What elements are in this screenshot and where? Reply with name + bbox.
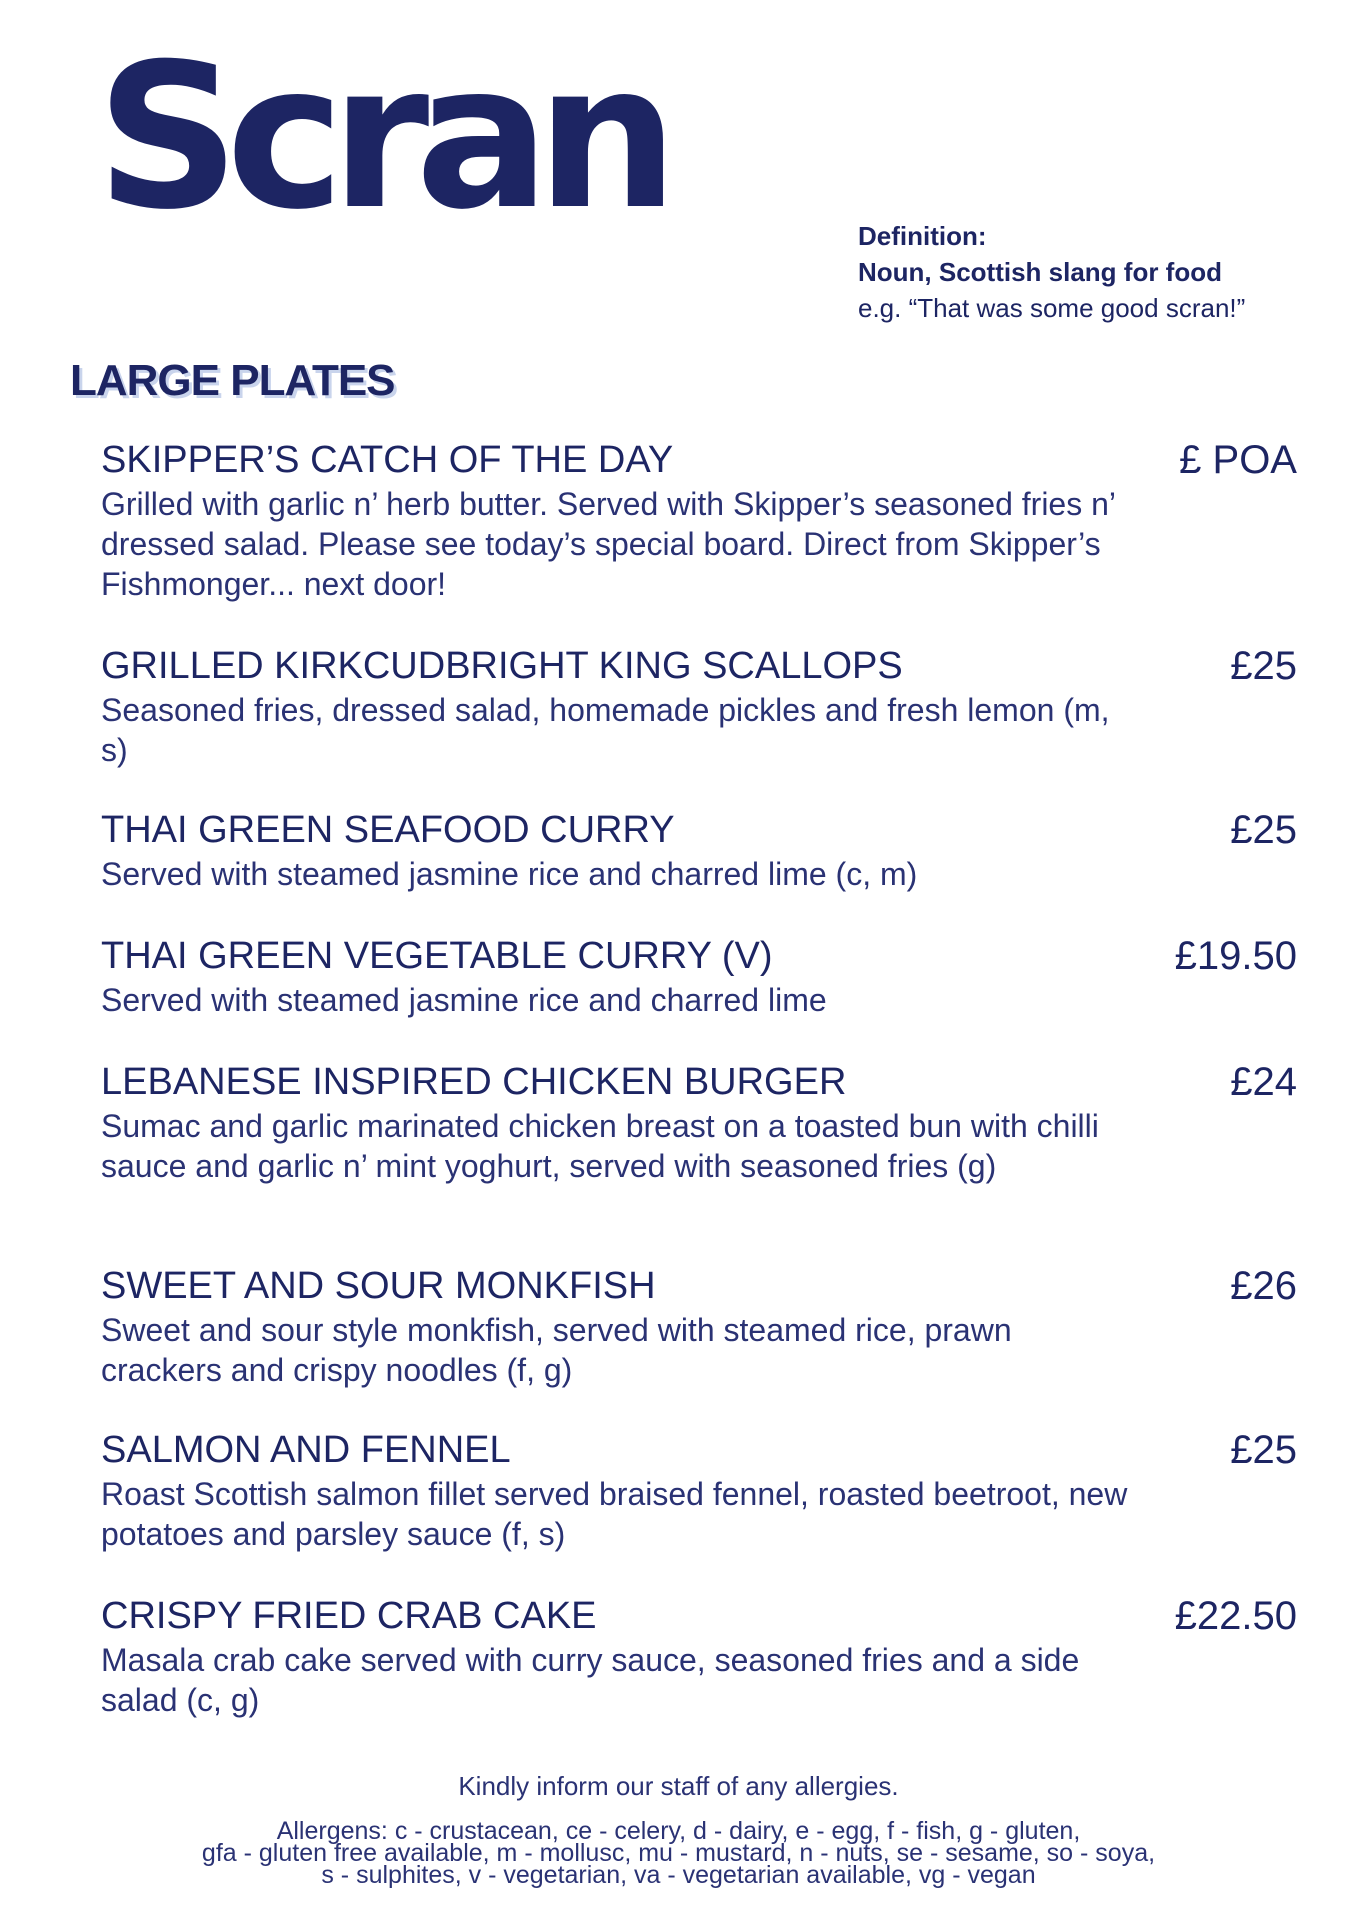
dish-item-king-scallops [101,642,1297,770]
section-heading-large-plates: LARGE PLATES [70,356,395,405]
dish-price: £25 [1230,1428,1297,1472]
dish-description: Roast Scottish salmon fillet served braised fennel, roasted beetroot, new potatoes and parsley sauce (f, s) [101,1476,1128,1552]
dish-price: £26 [1230,1264,1297,1308]
scran-logo: Scran [96,21,665,254]
allergen-key-line: Allergens: c - crustacean, ce - celery, d - dairy, e - egg, f - fish, g - gluten, [276,1817,1081,1845]
dish-name: THAI GREEN VEGETABLE CURRY (V) [101,935,773,977]
definition-label: Definition: [858,221,987,251]
dish-price: £25 [1230,644,1297,688]
dish-price: £24 [1230,1060,1297,1104]
dish-description: Sweet and sour style monkfish, served with steamed rice, prawn crackers and crispy noodles (f, g) [101,1312,1012,1388]
allergen-key [0,1817,1357,1889]
dish-item-salmon-fennel [101,1426,1297,1554]
dish-price: £ POA [1179,438,1297,482]
dish-description: Served with steamed jasmine rice and charred lime (c, m) [101,856,918,892]
dish-name: SWEET AND SOUR MONKFISH [101,1265,656,1307]
dish-name: LEBANESE INSPIRED CHICKEN BURGER [101,1061,847,1103]
allergen-key-line: s - sulphites, v - vegetarian, va - vegetarian available, vg - vegan [321,1861,1036,1889]
dish-name: SALMON AND FENNEL [101,1429,511,1471]
dish-price: £19.50 [1174,934,1297,978]
dish-item-vegetable-curry [101,932,1297,1020]
dish-name: GRILLED KIRKCUDBRIGHT KING SCALLOPS [101,645,903,687]
dish-item-chicken-burger [101,1058,1297,1186]
dish-item-skippers-catch [101,436,1297,604]
definition-example: e.g. “That was some good scran!” [858,293,1246,323]
definition-block [858,218,1245,326]
definition-meaning: Noun, Scottish slang for food [858,257,1222,287]
allergy-notice: Kindly inform our staff of any allergies. [458,1771,899,1801]
dish-description: Served with steamed jasmine rice and charred lime [101,982,827,1018]
dish-price: £22.50 [1174,1594,1297,1638]
dish-name: CRISPY FRIED CRAB CAKE [101,1595,597,1637]
dish-name: THAI GREEN SEAFOOD CURRY [101,809,675,851]
allergen-key-line: gfa - gluten free available, m - mollusc, mu - mustard, n - nuts, se - sesame, so - soya, [201,1839,1156,1867]
dish-price: £25 [1230,808,1297,852]
dish-item-crab-cake [101,1592,1297,1720]
dish-name: SKIPPER’S CATCH OF THE DAY [101,439,674,481]
dish-description: Grilled with garlic n’ herb butter. Served with Skipper’s seasoned fries n’ dressed salad. Please see today’s special board. Direct from Skipper’s Fishmonger... next door! [101,486,1115,602]
dish-item-monkfish [101,1262,1297,1390]
dish-item-seafood-curry [101,806,1297,894]
dish-description: Masala crab cake served with curry sauce, seasoned fries and a side salad (c, g) [101,1642,1080,1718]
dish-description: Seasoned fries, dressed salad, homemade pickles and fresh lemon (m, s) [101,692,1110,768]
dish-description: Sumac and garlic marinated chicken breast on a toasted bun with chilli sauce and garlic n’ mint yoghurt, served with seasoned fries (g) [101,1108,1099,1184]
